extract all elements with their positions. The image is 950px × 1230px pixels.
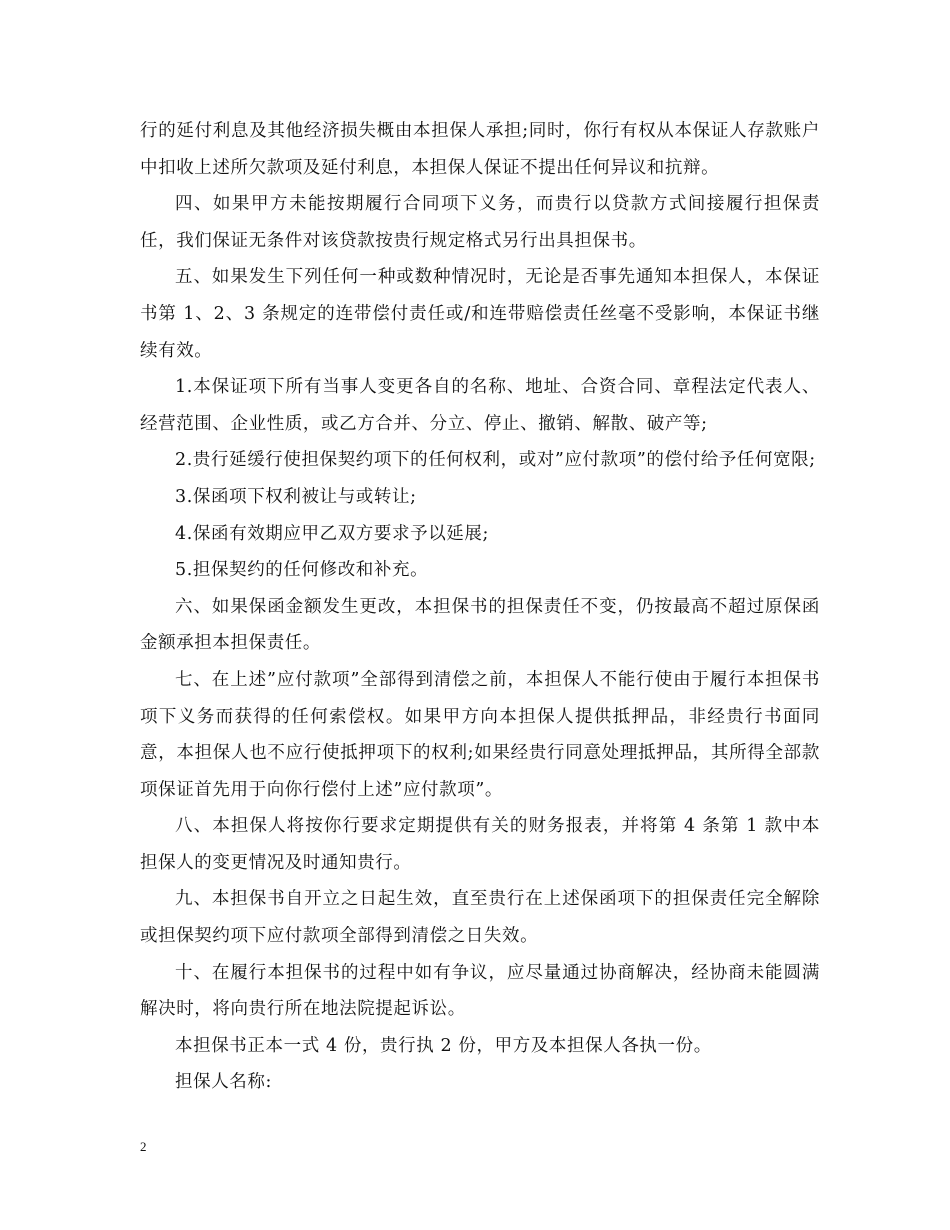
document-body: [140, 113, 820, 1101]
guarantor-name-label: 担保人名称:: [175, 1072, 272, 1093]
clause-five-item-2: 2.贵行延缓行使担保契约项下的任何权利，或对”应付款项”的偿付给予任何宽限;: [175, 450, 816, 471]
clause-five-item-3: 3.保函项下权利被让与或转让;: [175, 486, 417, 507]
clause-ten: 十、在履行本担保书的过程中如有争议，应尽量通过协商解决，经协商未能圆满解决时，将向贵行所在地法院提起诉讼。: [140, 962, 820, 1020]
clause-five: 五、如果发生下列任何一种或数种情况时，无论是否事先通知本担保人，本保证书第 1、2、3 条规定的连带偿付责任或/和连带赔偿责任丝毫不受影响，本保证书继续有效。: [140, 267, 820, 361]
clause-five-item-1: 1.本保证项下所有当事人变更各自的名称、地址、合资合同、章程法定代表人、经营范围、企业性质，或乙方合并、分立、停止、撤销、解散、破产等;: [140, 377, 820, 434]
copies-statement: 本担保书正本一式 4 份，贵行执 2 份，甲方及本担保人各执一份。: [175, 1035, 712, 1056]
clause-nine: 九、本担保书自开立之日起生效，直至贵行在上述保函项下的担保责任完全解除或担保契约项下应付款项全部得到清偿之日失效。: [140, 889, 820, 947]
clause-seven: 七、在上述”应付款项”全部得到清偿之前，本担保人不能行使由于履行本担保书项下义务而获得的任何索偿权。如果甲方向本担保人提供抵押品，非经贵行书面同意，本担保人也不应行使抵押项下的权利;如果经贵行同意处理抵押品，其所得全部款项保证首先用于向你行偿付上述”应付款项”。: [140, 669, 820, 800]
clause-five-item-4: 4.保函有效期应甲乙双方要求予以延展;: [175, 523, 489, 544]
clause-eight: 八、本担保人将按你行要求定期提供有关的财务报表，并将第 4 条第 1 款中本担保人的变更情况及时通知贵行。: [140, 816, 820, 873]
paragraph-continuation: 行的延付利息及其他经济损失概由本担保人承担;同时，你行有权从本保证人存款账户中扣收上述所欠款项及延付利息，本担保人保证不提出任何异议和抗辩。: [140, 121, 820, 178]
clause-five-item-5: 5.担保契约的任何修改和补充。: [175, 560, 429, 581]
clause-four: 四、如果甲方未能按期履行合同项下义务，而贵行以贷款方式间接履行担保责任，我们保证无条件对该贷款按贵行规定格式另行出具担保书。: [140, 194, 820, 251]
page-number: 2: [140, 1139, 147, 1154]
clause-six: 六、如果保函金额发生更改，本担保书的担保责任不变，仍按最高不超过原保函金额承担本担保责任。: [140, 596, 820, 654]
